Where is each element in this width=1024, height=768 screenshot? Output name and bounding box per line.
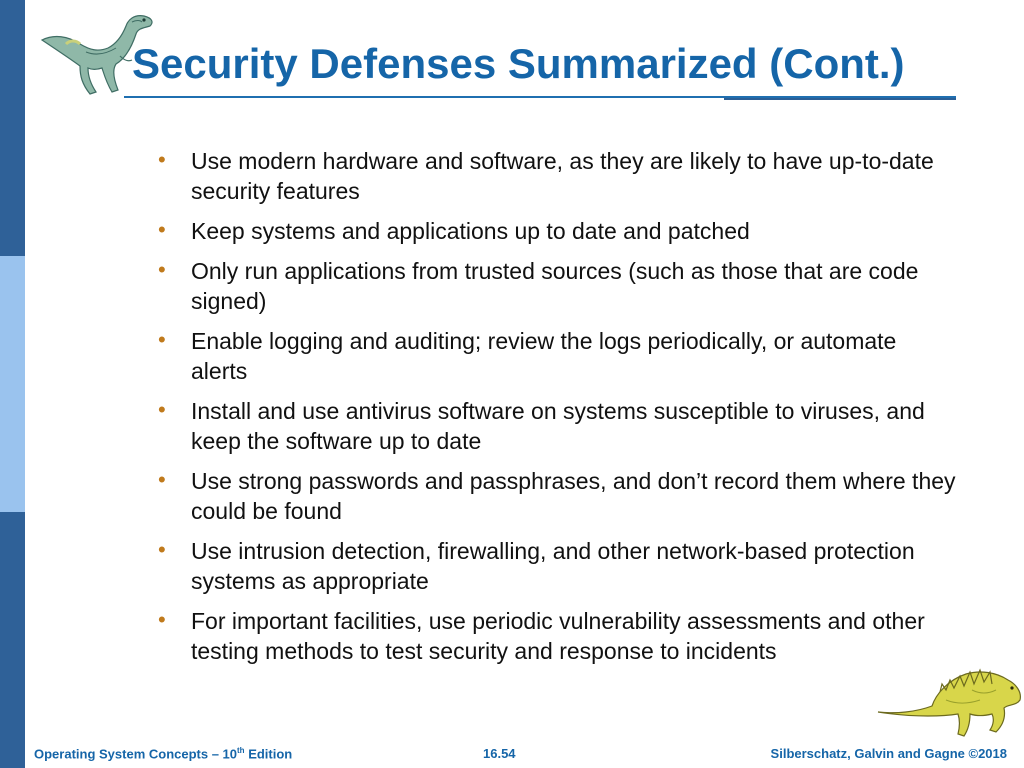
bullet-text: Only run applications from trusted sources (such as those that are code signed)	[191, 258, 919, 314]
bullet-icon: •	[158, 257, 166, 282]
bullet-icon: •	[158, 467, 166, 492]
bullet-icon: •	[158, 217, 166, 242]
footer-book-prefix: Operating System Concepts – 10	[34, 746, 238, 762]
bullet-text: Enable logging and auditing; review the logs periodically, or automate alerts	[191, 328, 897, 384]
bullet-text: Use strong passwords and passphrases, and don’t record them where they could be found	[191, 468, 956, 524]
footer-book-suffix: Edition	[244, 746, 293, 762]
list-item	[158, 146, 958, 206]
bullet-text: Install and use antivirus software on systems susceptible to viruses, and keep the software up to date	[191, 398, 925, 454]
bullet-list	[158, 146, 958, 676]
bullet-text: Use modern hardware and software, as they are likely to have up-to-date security features	[191, 148, 934, 204]
list-item	[158, 466, 958, 526]
footer-authors: Silberschatz, Galvin and Gagne ©2018	[770, 746, 1007, 761]
footer-book-title	[34, 746, 292, 761]
bullet-icon: •	[158, 607, 166, 632]
list-item	[158, 216, 958, 246]
left-stripe-top	[0, 0, 25, 256]
bullet-text: For important facilities, use periodic vulnerability assessments and other testing methods to test security and response to incidents	[191, 608, 925, 664]
page-title: Security Defenses Summarized (Cont.)	[132, 40, 905, 87]
spiked-dinosaur-icon	[876, 660, 1024, 740]
left-stripe-middle	[0, 256, 25, 512]
list-item	[158, 606, 958, 666]
list-item	[158, 256, 958, 316]
list-item	[158, 396, 958, 456]
bullet-text: Keep systems and applications up to date and patched	[191, 218, 750, 244]
bullet-icon: •	[158, 147, 166, 172]
bullet-icon: •	[158, 537, 166, 562]
bullet-icon: •	[158, 397, 166, 422]
bullet-text: Use intrusion detection, firewalling, and other network-based protection systems as appropriate	[191, 538, 915, 594]
footer-page-number: 16.54	[483, 746, 516, 761]
list-item	[158, 326, 958, 386]
bullet-icon: •	[158, 327, 166, 352]
title-underline-shade	[724, 98, 956, 100]
footer-edition-superscript: th	[237, 746, 245, 755]
left-stripe-bottom	[0, 512, 25, 768]
list-item	[158, 536, 958, 596]
